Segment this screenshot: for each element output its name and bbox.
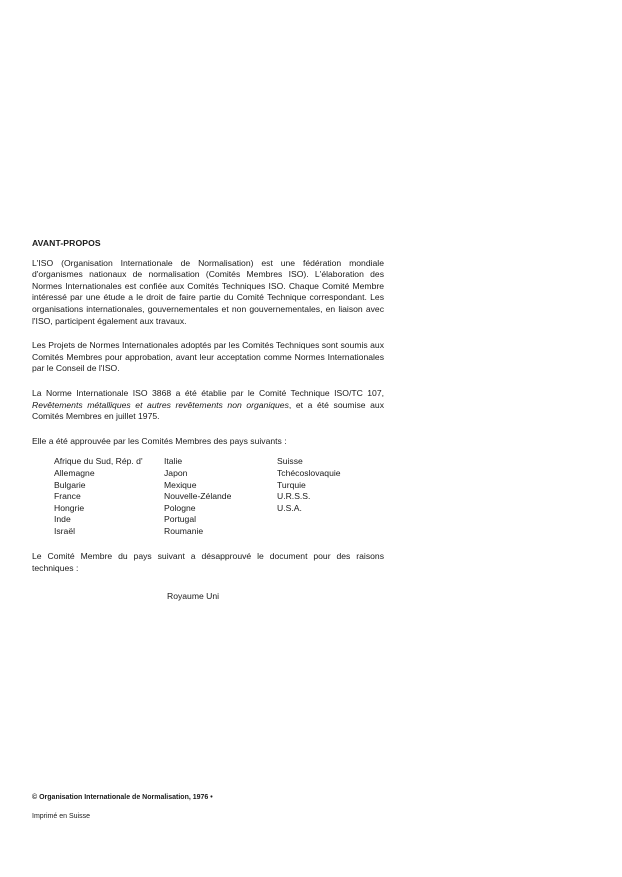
country-item: Mexique [164, 479, 197, 490]
country-item: Tchécoslovaquie [277, 467, 341, 478]
country-item: Turquie [277, 479, 306, 490]
paragraph-draft-standards: Les Projets de Normes Internationales adoptés par les Comités Techniques sont soumis aux Comités Membres pour approbation, avant leur acceptation comme Normes Internationales par le Conseil de l'ISO. [32, 340, 384, 374]
countries-column-2 [164, 456, 277, 537]
country-item: France [54, 491, 81, 502]
country-item: U.R.S.S. [277, 491, 311, 502]
countries-column-3 [277, 456, 387, 537]
countries-column-1 [54, 456, 164, 537]
standard-origin-text-end: , et a été soumise aux Comités Membres en juillet 1975. [32, 399, 384, 422]
country-item: Nouvelle-Zélande [164, 491, 232, 502]
footer [32, 793, 213, 822]
country-item: Italie [164, 456, 183, 467]
country-item: Inde [54, 514, 71, 525]
paragraph-standard-origin [32, 388, 384, 423]
country-item: Portugal [164, 514, 197, 525]
country-item: Israël [54, 525, 76, 536]
country-item: Suisse [277, 456, 303, 467]
country-item: U.S.A. [277, 502, 302, 513]
country-item: Afrique du Sud, Rép. d' [54, 456, 143, 467]
printed-in: Imprimé en Suisse [32, 813, 90, 820]
country-item: Bulgarie [54, 479, 86, 490]
disapproving-country: Royaume Uni [167, 590, 220, 601]
country-item: Roumanie [164, 525, 204, 536]
standard-origin-text: La Norme Internationale ISO 3868 a été établie par le Comité Technique ISO/TC 107, [32, 387, 384, 398]
committee-title: Revêtements métalliques et autres revêtements non organiques [32, 399, 289, 410]
country-item: Pologne [164, 502, 196, 513]
approving-countries-list [54, 456, 384, 537]
country-item: Allemagne [54, 467, 95, 478]
country-item: Hongrie [54, 502, 85, 513]
disapproval-statement: Le Comité Membre du pays suivant a désapprouvé le document pour des raisons techniques : [32, 551, 384, 574]
foreword-section [32, 238, 384, 602]
foreword-heading: AVANT-PROPOS [32, 238, 101, 248]
country-item: Japon [164, 467, 188, 478]
paragraph-iso-intro: L'ISO (Organisation Internationale de Normalisation) est une fédération mondiale d'organismes nationaux de normalisation (Comités Membres ISO). L'élaboration des Normes Internationales est confiée aux Comités Techniques ISO. Chaque Comité Membre intéressé par une étude a le droit de faire partie du Comité Technique correspondant. Les organisations internationales, gouvernementales et non gouvernementales, en liaison avec l'ISO, participent également aux travaux. [32, 257, 384, 326]
approval-intro: Elle a été approuvée par les Comités Membres des pays suivants : [32, 435, 287, 446]
copyright-notice: © Organisation Internationale de Normalisation, 1976 • [32, 794, 213, 801]
